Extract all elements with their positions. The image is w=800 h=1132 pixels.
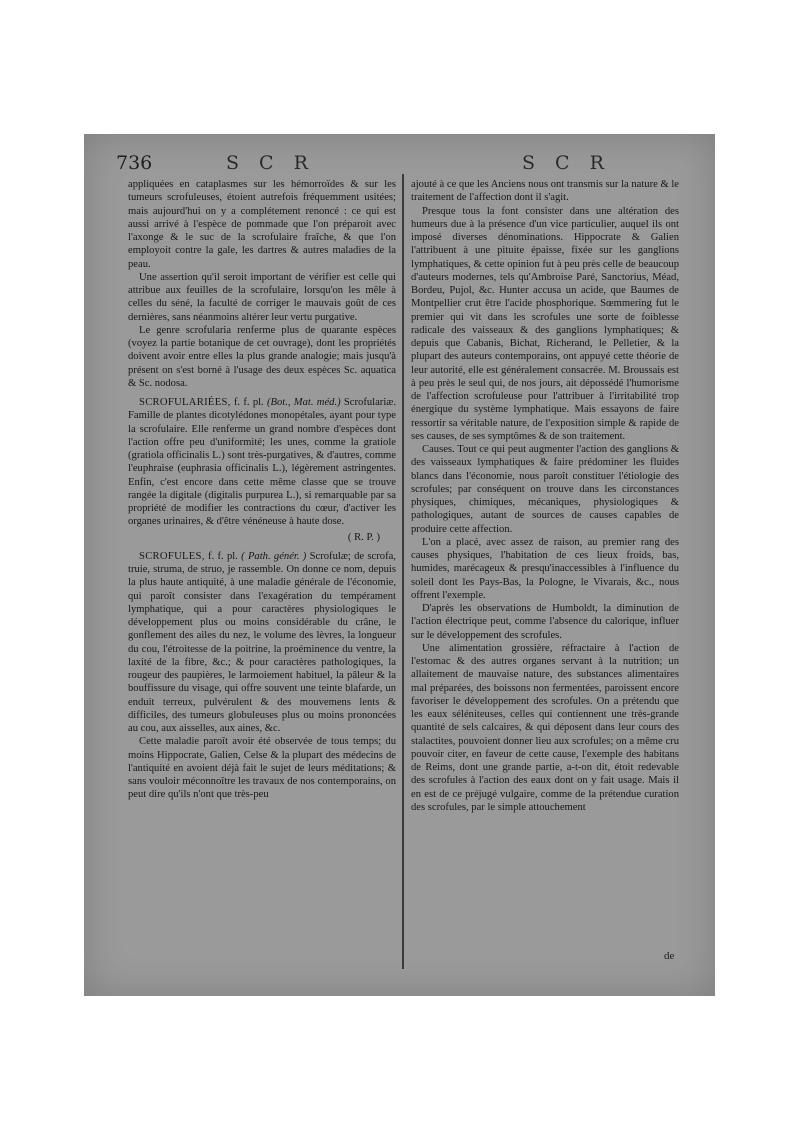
entry-domain: (Bot., Mat. méd.) (266, 397, 341, 408)
page-number: 736 (116, 152, 153, 174)
paragraph: Cette maladie paroît avoir été observée de tous temps; du moins Hippocrate, Galien, Celse & la plupart des médecins de l'antiquité en avoient déjà fait le sujet de leurs méditations; & sans vouloir méconnoître les travaux de nos contemporains, on peut dire qu'ils n'ont que très-peu (128, 736, 396, 801)
scanned-page (84, 134, 715, 996)
left-column (128, 178, 396, 963)
entry-domain: ( Path. génér. ) (241, 550, 307, 562)
paragraph: ajouté à ce que les Anciens nous ont transmis sur la nature & le traitement de l'affection dont il s'agit. (411, 179, 679, 204)
paragraph: Le genre scrofularia renferme plus de quarante espèces (voyez la partie botanique de cet ouvrage), dont les propriétés doivent avoir entre elles la plus grande analogie; mais jusqu'à présent on s'est borné à l'usage des deux espèces Sc. aquatica & Sc. nodosa. (128, 324, 396, 389)
paragraph: appliquées en cataplasmes sur les hémorroïdes & sur les tumeurs scrofuleuses, étoient autrefois fréquemment usitées; mais aujourd'hui on y a complétement renoncé : ce qui est aussi arrivé à l'espèce de pommade que l'on préparoit avec l'axonge & le suc de la scrofulaire fraîche, & que l'on employoit contre la gale, les dartres & autres maladies de la peau. (128, 179, 396, 270)
page-header (84, 134, 715, 174)
entry-headword: SCROFULES, (139, 550, 205, 562)
entry-scrofules (128, 550, 396, 736)
author-signature: ( R. P. ) (347, 531, 380, 543)
right-column (411, 178, 679, 963)
entry-headword: SCROFULARIÉES, (139, 397, 231, 408)
entry-text: Scrofulariæ. Famille de plantes dicotylédones monopétales, ayant pour type la scrofulaire. Elle renferme un grand nombre d'espèces dont l'action offre peu d'uniformité; les unes, comme la gratiole (gratiola officinalis L.) sont très-purgatives, & d'autres, comme l'euphraise (euphrasia officinalis L.), légèrement astringentes. Enfin, c'est encore dans cette même classe que se trouve rangée la digitale (digitalis purpurea L.), si remarquable par sa propriété de modifier les contractions du cœur, d'activer les organes urinaires, & d'être vénéneuse à haute dose. (128, 397, 396, 528)
catchword: de (664, 950, 675, 962)
entry-scrofulariees (128, 396, 396, 529)
entry-text: Scrofulæ; de scrofa, truie, struma, de struo, je rassemble. On donne ce nom, depuis la plus haute antiquité, à une maladie générale de l'économie, qui paroît consister dans l'exagération du tempérament lymphatique, qui a pour caractères physiologiques le développement plus ou moins considérable du crâne, le gonflement des ailes du nez, le volume des lèvres, la longueur du cou, l'étroitesse de la poitrine, la proéminence du ventre, la laxité de la fibre, &c.; & pour caractères pathologiques, la rougeur des paupières, le larmoiement habituel, la pâleur & la bouffissure du visage, qui offre souvent une teinte blafarde, un enduit terreux, pulvérulent & des mouvemens lents & difficiles, des tumeurs globuleuses plus ou moins prononcées au cou, aux aisselles, aux aines, &c. (128, 550, 396, 734)
paragraph: Presque tous la font consister dans une altération des humeurs due à la présence d'un vice particulier, auquel ils ont imposé diverses dénominations. Hippocrate & Galien l'attribuent à une pituite épaisse, fixée sur les ganglions lymphatiques, & cette opinion fut à peu près celle de beaucoup d'auteurs modernes, tels qu'Ambroise Paré, Sanctorius, Méad, Bordeu, Pujol, &c. Hunter accusa un acide, que Baumes de Montpellier crut être l'acide phosphorique. Sœmmering fut le premier qui vit dans les scrofules une sorte de foiblesse radicale des vaisseaux & des ganglions lymphatiques; & depuis que Cabanis, Bichat, Richerand, le Pelletier, & la plupart des auteurs contemporains, ont appuyé cette théorie de leur autorité, elle est généralement consacrée. M. Broussais est à peu près le seul qui, de nos jours, ait dépossédé l'humorisme de l'affection scrofuleuse pour l'attribuer à l'irritabilité trop énergique du système lymphatique. Mais essayons de faire ressortir sa véritable nature, de l'exposition simple & rapide de ses causes, de ses symptômes & de son traitement. (411, 205, 679, 442)
column-divider (402, 174, 404, 969)
entry-grammar: f. f. pl. (233, 397, 264, 408)
running-head-left: S C R (226, 152, 315, 174)
paragraph: D'après les observations de Humboldt, la diminution de l'action électrique peut, comme l'absence du calorique, influer sur le développement des scrofules. (411, 603, 679, 641)
entry-grammar: f. f. pl. (208, 550, 238, 562)
paragraph: Une assertion qu'il seroit important de vérifier est celle qui attribue aux feuilles de la scrofulaire, lorsqu'on les mêle à celles du séné, la faculté de corriger le mauvais goût de ces dernières, sans néanmoins altérer leur vertu purgative. (128, 271, 396, 323)
running-head-right: S C R (522, 152, 611, 174)
paragraph: Causes. Tout ce qui peut augmenter l'action des ganglions & des vaisseaux lymphatiques & faire prédominer les fluides blancs dans l'économie, nous paroît constituer l'étiologie des scrofules; par conséquent on trouve dans les circonstances physiques, chimiques, mécaniques, physiologiques & pathologiques, autant de sources de causes capables de produire cette affection. (411, 444, 679, 535)
paragraph: Une alimentation grossière, réfractaire à l'action de l'estomac & des autres organes servant à la nutrition; un allaitement de mauvaise nature, des substances alimentaires mal préparées, des boissons non fermentées, paroissent encore favoriser le développement des scrofules. On a prétendu que les eaux séléniteuses, celles qui contiennent une très-grande quantité de sels calcaires, & qui déposent dans leur cours des stalactites, pouvoient donner lieu aux scrofules; on a même cru pouvoir citer, en faveur de cette cause, l'exemple des habitans de Reims, dont une grande partie, a-t-on dit, étoit redevable des scrofules à l'action des eaux dont on y fait usage. Mais il en est de ce préjugé vulgaire, comme de la prétendue curation des scrofules, par le simple attouchement (411, 642, 679, 813)
paragraph: L'on a placé, avec assez de raison, au premier rang des causes physiques, l'habitation de ces lieux froids, bas, humides, marécageux & presqu'inaccessibles à l'influence du soleil dont les Pays-Bas, la Pologne, le Vivarais, &c., nous offrent l'exemple. (411, 536, 679, 601)
